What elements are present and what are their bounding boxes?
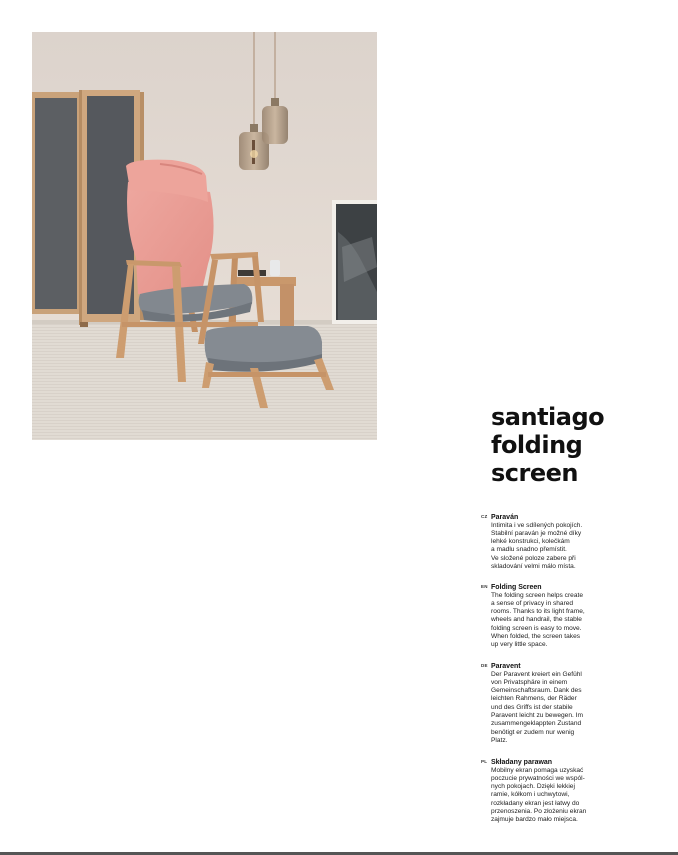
- language-code: PL: [481, 759, 488, 764]
- body-line: rozkładany ekran jest łatwy do: [491, 799, 580, 807]
- language-code: EN: [481, 584, 488, 589]
- body-line: The folding screen helps create: [491, 591, 584, 599]
- section-heading: Paraván: [491, 514, 519, 521]
- body-line: zusammengeklappten Zustand: [491, 720, 582, 728]
- body-line: rooms. Thanks to its light frame,: [491, 608, 585, 616]
- body-line: Ve složené poloze zabere při: [491, 554, 576, 562]
- body-line: ramie, kółkom i uchwytowi,: [491, 791, 570, 799]
- title-line: folding: [491, 431, 583, 459]
- body-line: folding screen is easy to move.: [491, 624, 582, 632]
- body-line: When folded, the screen takes: [491, 632, 581, 640]
- section-heading: Folding Screen: [491, 584, 542, 591]
- body-line: a sense of privacy in shared: [491, 599, 574, 607]
- body-line: a madlu snadno přemístit.: [491, 546, 567, 554]
- body-line: Platz.: [491, 736, 508, 744]
- body-line: zajmuje bardzo mało miejsca.: [491, 816, 578, 824]
- body-line: wheels and handrail, the stable: [491, 616, 582, 624]
- title-line: screen: [491, 459, 578, 487]
- language-code: CZ: [481, 514, 488, 519]
- language-code: DE: [481, 663, 488, 668]
- section-heading: Paravent: [491, 663, 521, 670]
- body-line: leichten Rahmens, der Räder: [491, 695, 577, 703]
- body-line: Mobilny ekran pomaga uzyskać: [491, 766, 584, 774]
- body-line: von Privatsphäre in einem: [491, 678, 568, 686]
- body-line: und des Griffs ist der stabile: [491, 703, 573, 711]
- body-line: Intimita i ve sdílených pokojích.: [491, 521, 583, 529]
- section-body: [491, 767, 586, 825]
- body-line: Paravent leicht zu bewegen. Im: [491, 711, 583, 719]
- framed-picture: [332, 200, 377, 324]
- section-heading: Składany parawan: [491, 759, 553, 766]
- body-line: Stabilní paraván je možné díky: [491, 529, 582, 537]
- body-line: lehké konstrukci, kolečkám: [491, 538, 570, 546]
- section-body: [491, 522, 582, 572]
- product-title: [491, 403, 641, 487]
- section-body: [491, 671, 583, 746]
- body-line: Der Paravent kreiert ein Gefühl: [491, 670, 582, 678]
- product-photo: [32, 32, 377, 440]
- title-line: santiago: [491, 403, 605, 431]
- body-line: up very little space.: [491, 641, 548, 649]
- body-line: skladování velmi málo místa.: [491, 562, 576, 570]
- body-line: benötigt er zudem nur wenig: [491, 728, 575, 736]
- body-line: przenoszenia. Po złożeniu ekran: [491, 807, 587, 815]
- section-body: [491, 592, 585, 650]
- body-line: nych pokojach. Dzięki lekkiej: [491, 783, 575, 791]
- body-line: Gemeinschaftsraum. Dank des: [491, 687, 582, 695]
- body-line: poczucie prywatności we wspól-: [491, 774, 585, 782]
